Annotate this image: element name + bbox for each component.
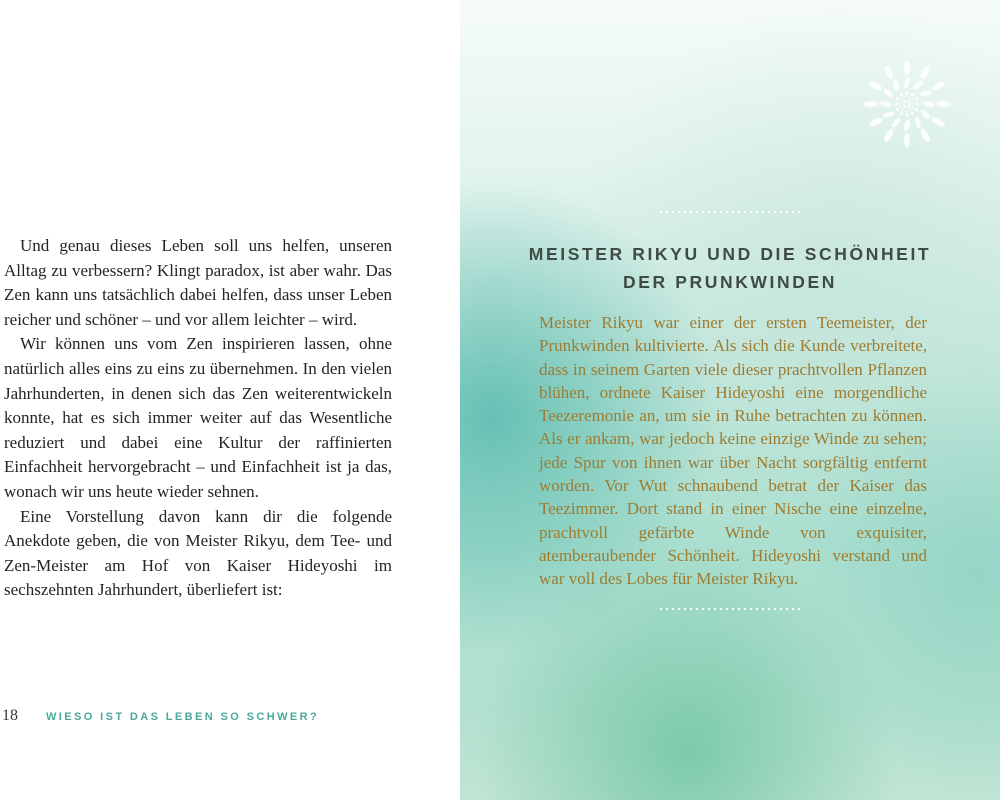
floral-mandala-icon — [858, 55, 956, 153]
paragraph: Eine Vorstellung davon kann dir die folgende Anekdote geben, die von Meister Rikyu, dem Tee- und Zen-Meister am Hof von Kaiser Hideyoshi im sechszehnten Jahrhundert, überliefert ist: — [4, 506, 392, 600]
dotted-divider-top — [660, 211, 800, 213]
paragraph: Und genau dieses Leben soll uns helfen, unseren Alltag zu verbessern? Klingt paradox, ist aber wahr. Das Zen kann uns tatsächlich dabei helfen, dass unser Leben reicher und schöner – und vor allem leichter – wird. — [4, 236, 392, 329]
page-footer — [0, 707, 460, 725]
chapter-heading-line: DER PRUNKWINDEN — [623, 272, 837, 292]
left-page — [0, 0, 460, 800]
paragraph: Wir können uns vom Zen inspirieren lassen, ohne natürlich alles eins zu eins zu übernehmen. In den vielen Jahrhunderten, in denen sich das Zen weiterentwickeln konnte, hat es sich immer weiter auf das Wesentliche reduziert und dabei eine Kultur der raffinierten Einfachheit hervorgebracht – und Einfachheit ist ja das, wonach wir uns heute wieder sehnen. — [4, 334, 392, 501]
right-page — [460, 0, 1000, 800]
anecdote-text — [539, 311, 927, 591]
left-body-text — [4, 234, 392, 603]
chapter-heading — [480, 240, 980, 296]
paragraph: Meister Rikyu war einer der ersten Teemeister, der Prunkwinden kultivierte. Als sich die Kunde verbreitete, dass in seinem Garten viele dieser prachtvollen Pflanzen blühen, ordnete Kaiser Hideyoshi eine morgendliche Teezeremonie an, um sie in Ruhe betrachten zu können. Als er ankam, war jedoch keine einzige Winde zu sehen; jede Spur von ihnen war über Nacht sorgfältig entfernt worden. Vor Wut schnaubend betrat der Kaiser das Teezimmer. Dort stand in einer Nische eine einzelne, prachtvoll gefärbte Winde von exquisiter, atemberaubender Schönheit. Hideyoshi verstand und war voll des Lobes für Meister Rikyu. — [539, 313, 927, 589]
running-title: WIESO IST DAS LEBEN SO SCHWER? — [46, 711, 320, 723]
chapter-heading-line: MEISTER RIKYU UND DIE SCHÖNHEIT — [528, 244, 932, 264]
dotted-divider-bottom — [660, 608, 800, 610]
page-number: 18 — [2, 707, 18, 724]
